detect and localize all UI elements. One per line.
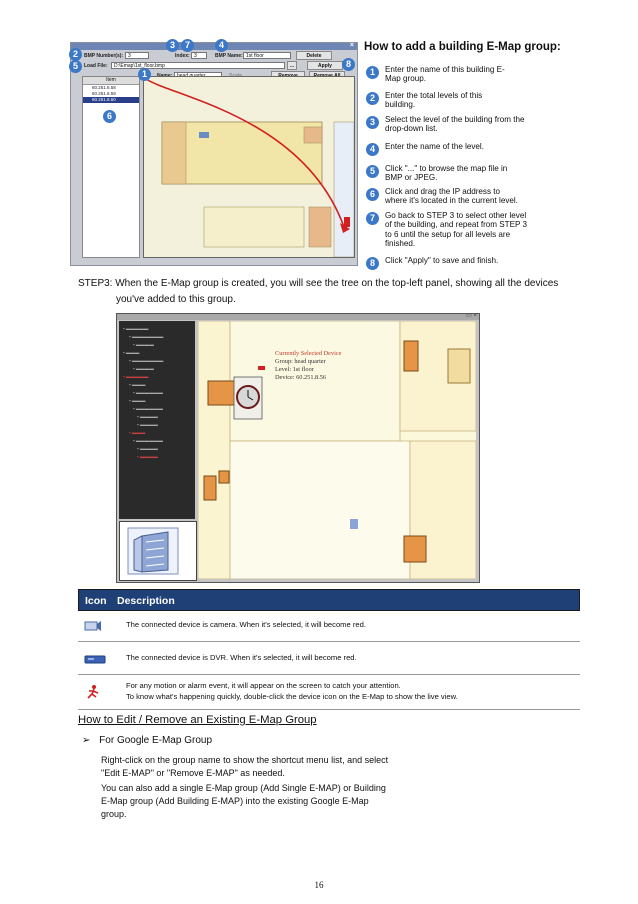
tree2-node[interactable]: ▪ ▬▬▬▬▬▬	[133, 390, 163, 395]
tree2-node[interactable]: ▪ ▬▬▬▬▬▬▬	[129, 334, 164, 339]
bmp-name-field[interactable]: 1st floor	[243, 52, 291, 59]
step-badge-6: 6	[103, 110, 116, 123]
para2-line1: You can also add a single E-Map group (Add Single E-MAP) or Building	[101, 783, 386, 793]
group-tree-panel[interactable]	[119, 321, 195, 519]
step3-line1: STEP3: When the E-Map group is created, you will see the tree on the top-left panel, showing all the devices	[78, 278, 559, 289]
header-icon: Icon	[85, 595, 107, 607]
tree2-node[interactable]: ▪ ▬▬▬▬▬	[123, 326, 149, 331]
tree2-node[interactable]: ▪ ▬▬▬▬	[137, 414, 158, 419]
para2-line2: E-Map group (Add Building E-MAP) into the existing Google E-Map	[101, 796, 369, 806]
step-number: 7	[366, 212, 379, 225]
table-row	[78, 675, 580, 710]
browse-button[interactable]: ...	[287, 61, 297, 70]
step-number: 1	[366, 66, 379, 79]
step-number: 2	[366, 92, 379, 105]
table-row	[78, 611, 580, 642]
step-badge-2: 2	[69, 48, 82, 61]
index-select[interactable]: 3	[191, 52, 207, 59]
tree2-node-selected[interactable]: ▪ ▬▬▬▬▬	[123, 374, 149, 379]
step-badge-7: 7	[181, 39, 194, 52]
tree2-node[interactable]: ▪ ▬▬▬▬	[133, 342, 154, 347]
arrow-bullet-icon: ➢	[82, 735, 91, 746]
tree2-node[interactable]: ▪ ▬▬▬▬	[133, 366, 154, 371]
tree2-node[interactable]: ▪ ▬▬▬	[129, 398, 146, 403]
page-number: 16	[314, 880, 324, 890]
tree2-node[interactable]: ▪ ▬▬▬▬▬▬	[133, 438, 163, 443]
para1-line1: Right-click on the group name to show the shortcut menu list, and select	[101, 755, 389, 765]
icon-description-table	[78, 589, 580, 710]
tree-item[interactable]: 60.251.8.59	[92, 91, 116, 96]
selected-device-level: Level: 1st floor	[275, 366, 314, 373]
selected-device-title: Currently Selected Device	[275, 350, 342, 357]
step-text: Click "Apply" to save and finish.	[385, 256, 499, 265]
para2-line3: group.	[101, 809, 127, 819]
floor-plan-drawing	[144, 77, 354, 257]
floor-map-preview[interactable]	[143, 76, 355, 258]
load-file-label: Load File:	[84, 63, 108, 69]
motion-alarm-icon	[86, 684, 100, 705]
step-badge-3: 3	[166, 39, 179, 52]
tree2-node[interactable]: ▪ ▬▬▬▬▬▬	[133, 406, 163, 411]
bmp-number-label: BMP Number(s):	[84, 53, 124, 59]
step-number: 8	[366, 257, 379, 270]
tree2-node[interactable]: ▪ ▬▬▬▬▬▬▬	[129, 358, 164, 363]
step-text: Enter the name of the level.	[385, 142, 484, 151]
step-text: Enter the name of this building E-Map group.	[385, 65, 505, 84]
step-text: Click "..." to browse the map file in BMP or JPEG.	[385, 164, 508, 183]
row-text-line2: To know what's happening quickly, double-click the device icon on the E-Map to show the live view.	[126, 692, 458, 701]
step-badge-4: 4	[215, 39, 228, 52]
header-description: Description	[117, 595, 175, 607]
dialog-titlebar	[71, 43, 357, 50]
selected-device-group: Group: head quarter	[275, 358, 326, 365]
apply-button[interactable]: Apply	[307, 61, 343, 70]
bmp-name-label: BMP Name:	[215, 53, 243, 59]
step3-line2: you've added to this group.	[116, 294, 236, 305]
step-number: 5	[366, 165, 379, 178]
step-badge-1: 1	[138, 68, 151, 81]
emap-viewer-screenshot	[116, 313, 480, 583]
step-number: 6	[366, 188, 379, 201]
tree-item-selected[interactable]: 60.251.8.60	[83, 97, 139, 103]
row-text-line1: For any motion or alarm event, it will appear on the screen to catch your attention.	[126, 681, 401, 690]
building-icon	[120, 522, 196, 580]
tree2-node[interactable]: ▪ ▬▬▬▬	[137, 422, 158, 427]
close-icon[interactable]: ×	[349, 42, 354, 49]
dvr-icon	[84, 652, 106, 670]
floor-plan-drawing	[198, 321, 476, 579]
tree2-node[interactable]: ▪ ▬▬▬	[129, 382, 146, 387]
emap-dialog-screenshot	[70, 42, 358, 266]
selected-device-ip: Device: 60.251.8.56	[275, 374, 327, 381]
step-text: Click and drag the IP address to where it's located in the current level.	[385, 187, 518, 206]
tree2-node[interactable]: ▪ ▬▬▬▬	[137, 454, 158, 459]
step-number: 4	[366, 143, 379, 156]
row-text: The connected device is camera. When it's selected, it will become red.	[126, 620, 366, 629]
window-controls-icon[interactable]: ▭ ×	[466, 313, 477, 319]
viewer-titlebar	[117, 314, 479, 320]
table-header	[78, 589, 580, 611]
floor-map-view[interactable]	[198, 321, 476, 579]
camera-icon	[84, 619, 102, 638]
step-text: Select the level of the building from the drop-down list.	[385, 115, 525, 134]
tree-item[interactable]: 60.251.8.58	[92, 85, 116, 90]
tree2-node[interactable]: ▪ ▬▬▬▬	[137, 446, 158, 451]
load-file-field[interactable]: D:\Emap\1st_floor.bmp	[111, 62, 285, 69]
section-title: How to Edit / Remove an Existing E-Map Group	[78, 714, 317, 726]
step-badge-5: 5	[69, 60, 82, 73]
step-text: Enter the total levels of this building.	[385, 91, 483, 110]
bullet-text: For Google E-Map Group	[99, 735, 212, 746]
row-text: The connected device is DVR. When it's selected, it will become red.	[126, 653, 357, 662]
index-label: Index:	[175, 53, 190, 59]
tree-header: Item	[83, 77, 139, 85]
step-number: 3	[366, 116, 379, 129]
table-row	[78, 642, 580, 675]
tree2-node[interactable]: ▪ ▬▬▬	[129, 430, 146, 435]
bmp-number-field[interactable]: 3	[125, 52, 149, 59]
step-badge-8: 8	[342, 58, 355, 71]
bullet-item	[82, 735, 212, 746]
tree2-node[interactable]: ▪ ▬▬▬	[123, 350, 140, 355]
para1-line2: "Edit E-MAP" or "Remove E-MAP" as needed.	[101, 768, 285, 778]
device-tree[interactable]	[82, 76, 140, 258]
step-text: Go back to STEP 3 to select other level of the building, and repeat from STEP 3 to 6 until the setup for all levels are finished.	[385, 211, 528, 248]
building-thumbnail[interactable]	[119, 521, 197, 581]
howto-title: How to add a building E-Map group:	[364, 41, 561, 53]
delete-button[interactable]: Delete	[296, 51, 332, 60]
